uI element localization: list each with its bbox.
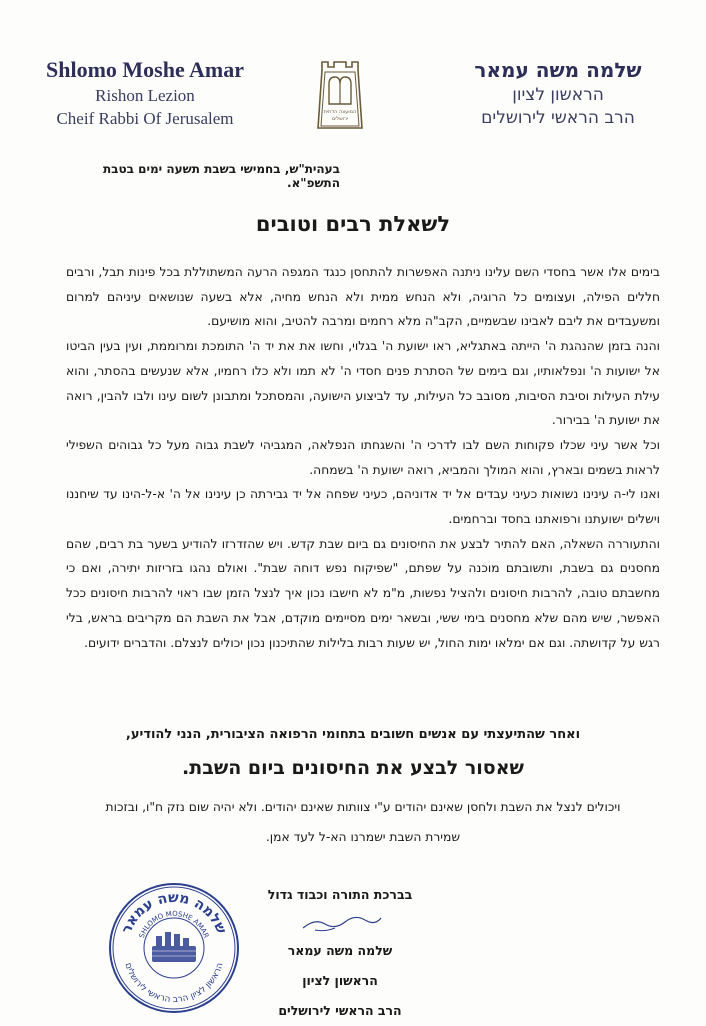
letterhead-hebrew — [428, 56, 688, 130]
tower-tablets-emblem-icon — [312, 58, 368, 130]
letter-body — [66, 260, 660, 655]
signer-name: שלמה משה עמאר — [287, 943, 393, 958]
paragraph: בימים אלו אשר בחסדי השם עלינו ניתנה האפשרות להתחסן כנגד המגפה הרעה המשתוללת בכל פינות תבל, ורבים חללים הפילה, ועצומים כל הרוגיה, ולא הנחש ממית ולא הנחש מחיה, אלא בשעה שנושאים עיניהם למרום ומשעבדים את ליבם לאבינו שבשמיים, הקב"ה מלא רחמים ומרבה להטיב, והוא מושיעם. — [66, 265, 660, 329]
blessing-line: בברכת התורה וכבוד גדול — [267, 887, 413, 902]
paragraph: והנה בזמן שהנהגת ה' הייתה באתגליא, ראו ישועת ה' בגלוי, וחשו את את יד ה' התומכת ומרוממת, ועין בעין הביטו אל ישועות ה' ונפלאותיו, וגם בימים של הסתרת פנים חסדי ה' לא תמו ולא כלו רחמיו, אלא שנעשים בהסתר, והוא עילת העילות וסיבת הסיבות, מסובב כל העילות, עד לביצוע הישועה, והמסתכל ומתבונן לשום עינו ולבו להבין, רואה את ישועת ה' בבירור. — [66, 339, 660, 428]
title-hebrew-2: הרב הראשי לירושלים — [481, 108, 635, 128]
handwritten-signature — [240, 910, 440, 936]
svg-text:ירושלים: ירושלים — [331, 116, 349, 122]
letterhead-english — [20, 56, 270, 130]
letter-title: לשאלת רבים וטובים — [255, 212, 451, 236]
rabbi-name-english: Shlomo Moshe Amar — [46, 57, 244, 82]
paragraph: והתעוררה השאלה, האם להתיר לבצע את החיסונים גם ביום שבת קדש. ויש שהזדרזו להודיע בשער בת רבים, שהם מחסנים גם בשבת, ותשובתם מוכנה על שפתם, "שפיקוח נפש דוחה שבת". ואולם נהגו בזריזות יתירה, ואם כי מחשבתם טובה, להרבות חיסונים ולהציל נפשות, מ"מ לא חישבו נכון איך לנצל הזמן שבו ראוי להרבות חיסונים ככל האפשר, שיש מהם שלא מחסנים בימי ששי, ובשאר ימים מסיימים מוקדם, אבל את השבת הם מקריבים בראש, בלי רגש על קדושתה. וגם אם ימלאו ימות החול, יש שעות רבות בלילות שהתיכנון נכון יכולים לנצלם. והדברים ידועים. — [66, 536, 660, 650]
ruling-statement: שאסור לבצע את החיסונים ביום השבת. — [182, 757, 524, 779]
paragraph: ואנו לי-ה עינינו נשואות כעיני עבדים אל יד אדוניהם, כעיני שפחה אל יד גבירתה כן עינינו אל ה' א-ל-הינו עד שיחננו וישלים ישועתנו ורפואתנו בחסד וברחמים. — [66, 487, 660, 527]
signer-title-2: הרב הראשי לירושלים — [278, 1003, 402, 1018]
title-english-2: Cheif Rabbi Of Jerusalem — [56, 109, 234, 128]
closing-line: שמירת השבת ישמרנו הא-ל לעד אמן. — [265, 830, 461, 844]
svg-text:שלמה משה עמאר: שלמה משה עמאר — [118, 889, 230, 937]
closing-line: ויכולים לנצל את השבת ולחסן שאינם יהודים ע"י צוותות שאינם יהודים. ולא יהיה שום נזק ח"ו, ובזכות — [105, 800, 621, 814]
title-english-1: Rishon Lezion — [95, 86, 195, 105]
svg-text:הראשון לציון הרב הראשי לירושלי: הראשון לציון הרב הראשי לירושלים — [122, 961, 226, 1006]
date-line: בעהית"ש, בחמישי בשבת תשעה ימים בטבת התשפ"א. — [102, 162, 340, 190]
paragraph: וכל אשר עיני שכלו פקוחות השם לבו לדרכי ה' והשגחתו הנפלאה, המגביהי לשבת גבוה מעל כל גבוהים השפילי לראות בשמים ובארץ, והוא המולך והמביא, רואה ישועת ה' בשמחה. — [66, 437, 660, 477]
consultation-line: ואחר שהתיעצתי עם אנשים חשובים בתחומי הרפואה הציבורית, הנני להודיע, — [125, 727, 581, 742]
title-hebrew-1: הראשון לציון — [512, 85, 604, 105]
svg-text:SHLOMO MOSHE AMAR: SHLOMO MOSHE AMAR — [137, 909, 211, 940]
signature-block — [240, 880, 440, 1026]
svg-text:המועצה הדתית: המועצה הדתית — [323, 109, 357, 115]
signer-title-1: הראשון לציון — [302, 973, 378, 988]
rabbi-name-hebrew: שלמה משה עמאר — [474, 58, 642, 82]
closing-text — [66, 792, 660, 852]
official-seal-icon — [106, 880, 242, 1016]
